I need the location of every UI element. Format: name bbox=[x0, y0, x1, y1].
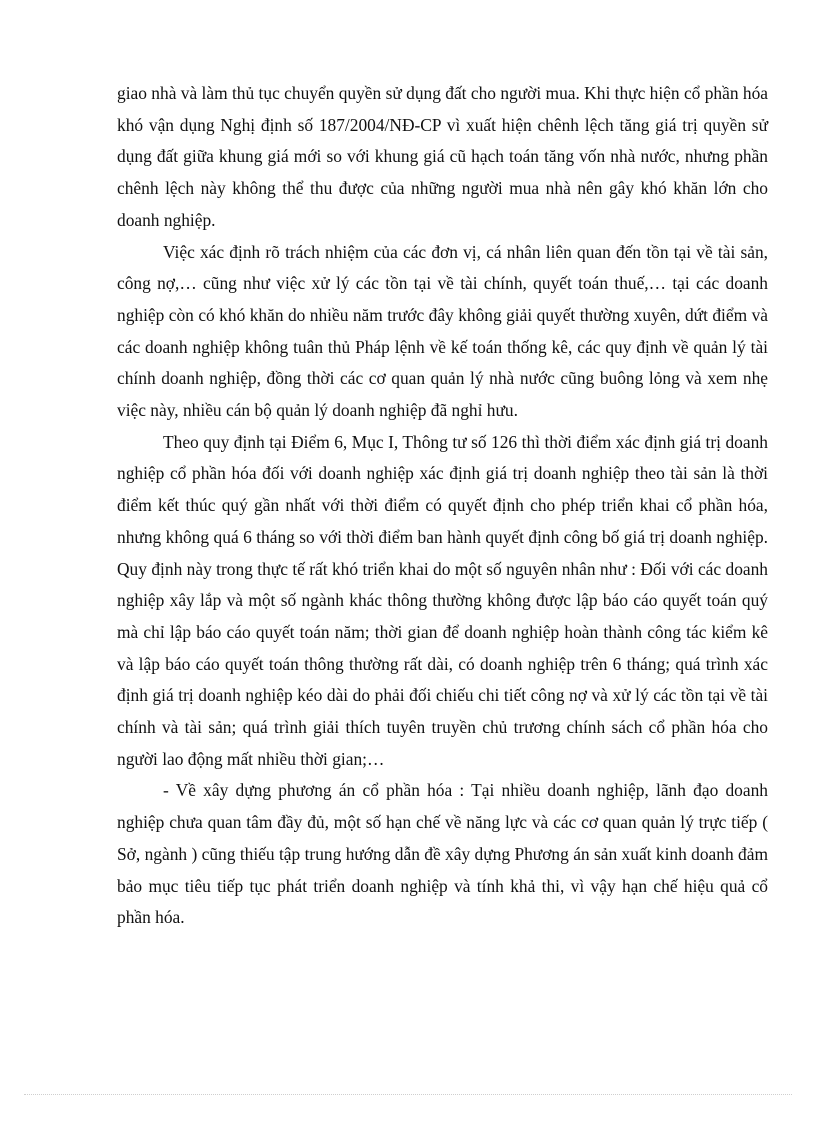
paragraph-3: Theo quy định tại Điểm 6, Mục I, Thông tư số 126 thì thời điểm xác định giá trị doanh nghiệp cổ phần hóa đối với doanh nghiệp xác định giá trị doanh nghiệp theo tài sản là thời điểm kết thúc quý gần nhất với thời điểm có quyết định cho phép triển khai cổ phần hóa, nhưng không quá 6 tháng so với thời điểm ban hành quyết định công bố giá trị doanh nghiệp. Quy định này trong thực tế rất khó triển khai do một số nguyên nhân như : Đối với các doanh nghiệp xây lắp và một số ngành khác thông thường không được lập báo cáo quyết toán quý mà chỉ lập báo cáo quyết toán năm; thời gian để doanh nghiệp hoàn thành công tác kiểm kê và lập báo cáo quyết toán thông thường rất dài, có doanh nghiệp trên 6 tháng; quá trình xác định giá trị doanh nghiệp kéo dài do phải đối chiếu chi tiết công nợ và xử lý các tồn tại về tài chính và tài sản; quá trình giải thích tuyên truyền chủ trương chính sách cổ phần hóa cho người lao động mất nhiều thời gian;… bbox=[117, 431, 768, 769]
paragraph-4: - Về xây dựng phương án cổ phần hóa : Tại nhiều doanh nghiệp, lãnh đạo doanh nghiệp chưa quan tâm đầy đủ, một số hạn chế về năng lực và các cơ quan quản lý trực tiếp ( Sở, ngành ) cũng thiếu tập trung hướng dẫn đề xây dựng Phương án sản xuất kinh doanh đảm bảo mục tiêu tiếp tục phát triển doanh nghiệp và tính khả thi, vì vậy hạn chế hiệu quả cổ phần hóa. bbox=[117, 780, 768, 928]
paragraph-1: giao nhà và làm thủ tục chuyển quyền sử dụng đất cho người mua. Khi thực hiện cổ phần hóa khó vận dụng Nghị định số 187/2004/NĐ-CP vì xuất hiện chênh lệch tăng giá trị quyền sử dụng đất giữa khung giá mới so với khung giá cũ hạch toán tăng vốn nhà nước, nhưng phần chênh lệch này không thể thu được của những người mua nhà nên gây khó khăn lớn cho doanh nghiệp. bbox=[117, 83, 768, 230]
paragraph-2: Việc xác định rõ trách nhiệm của các đơn vị, cá nhân liên quan đến tồn tại về tài sản, công nợ,… cũng như việc xử lý các tồn tại về tài chính, quyết toán thuế,… tại các doanh nghiệp còn có khó khăn do nhiều năm trước đây không giải quyết thường xuyên, dứt điểm và các doanh nghiệp không tuân thủ Pháp lệnh về kế toán thống kê, các quy định về quản lý tài chính doanh nghiệp, đồng thời các cơ quan quản lý nhà nước cũng buông lỏng và xem nhẹ việc này, nhiều cán bộ quản lý doanh nghiệp đã nghỉ hưu. bbox=[117, 241, 768, 421]
document-body bbox=[117, 78, 768, 934]
page-bottom-divider bbox=[24, 1094, 792, 1095]
